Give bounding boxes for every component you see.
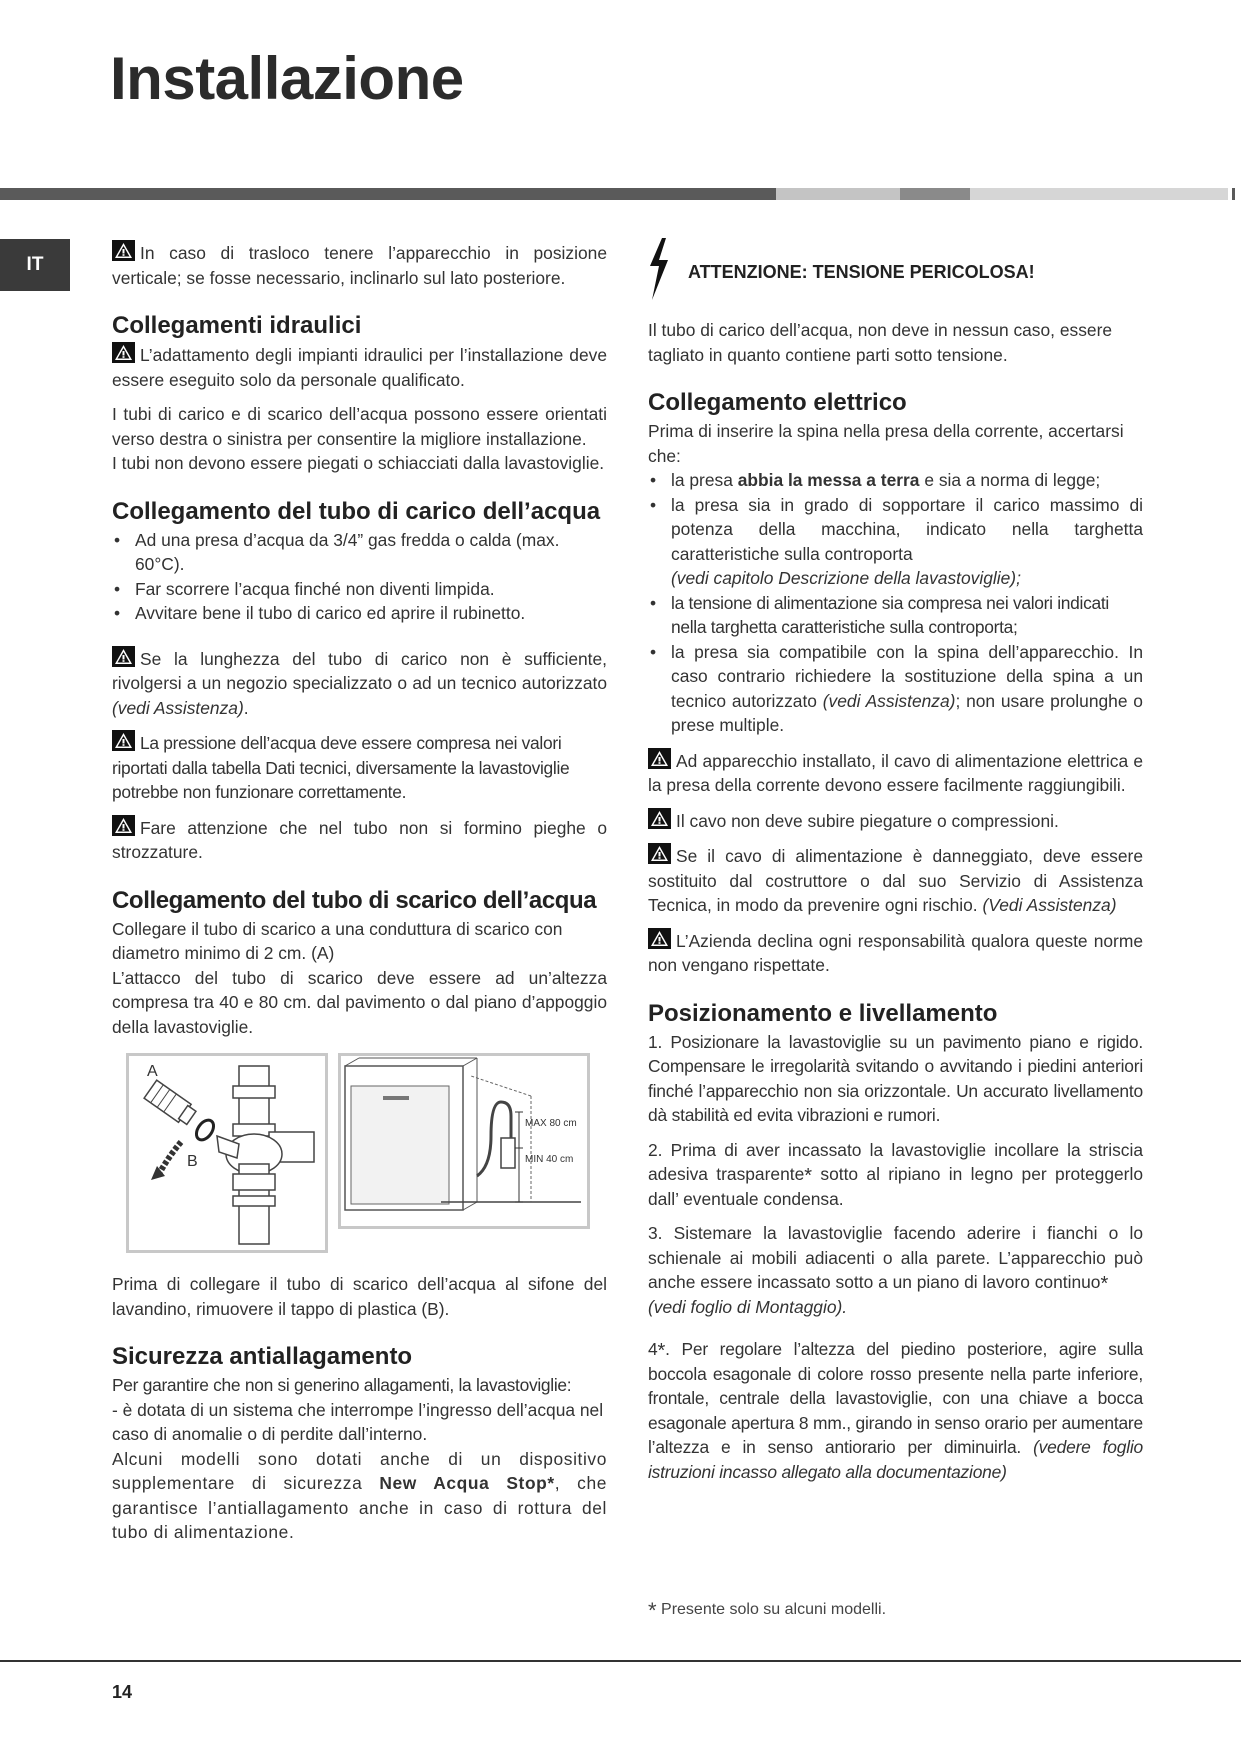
label-b: B <box>187 1153 198 1170</box>
drain-heading: Collegamento del tubo di scarico dell’acqua <box>112 886 597 914</box>
page-title: Installazione <box>110 45 464 112</box>
electric-warning-2: Il cavo non deve subire piegature o compressioni. <box>648 808 1143 834</box>
positioning-heading: Posizionamento e livellamento <box>648 999 998 1027</box>
electric-warning-1: Ad apparecchio installato, il cavo di alimentazione elettrica e la presa della corrente devono essere facilmente raggiungibili. <box>648 748 1143 798</box>
dishwasher-drawing <box>341 1056 587 1226</box>
list-item: • la presa abbia la messa a terra e sia a norma di legge; <box>648 468 1143 493</box>
danger-title: ATTENZIONE: TENSIONE PERICOLOSA! <box>688 261 1035 282</box>
flood-paragraph-1: Per garantire che non si generino allagamenti, la lavastoviglie: <box>112 1375 572 1395</box>
siphon-figure <box>126 1053 328 1253</box>
electric-intro: Prima di inserire la spina nella presa della corrente, accertarsi che: <box>648 421 1124 466</box>
header-bar-light <box>776 188 900 200</box>
electric-warning-3: Se il cavo di alimentazione è danneggiato, deve essere sostituito dal costruttore o dal suo Servizio di Assistenza Tecnica, in modo da prevenire ogni rischio. (Vedi Assistenza) <box>648 843 1143 918</box>
header-bar-mid <box>900 188 970 200</box>
inlet-warning-1: Se la lunghezza del tubo di carico non è sufficiente, rivolgersi a un negozio specializzato o ad un tecnico autorizzato (vedi Assistenza). <box>112 646 607 721</box>
flood-paragraph-3: Alcuni modelli sono dotati anche di un dispositivo supplementare di sicurezza New Acqua Stop*, che garantisce l’antiallagamento anche in caso di rottura del tubo di alimentazione. <box>112 1448 608 1542</box>
danger-text: Il tubo di carico dell’acqua, non deve in nessun caso, essere tagliato in quanto contiene parti sotto tensione. <box>648 320 1113 365</box>
flood-paragraph-2: - è dotata di un sistema che interrompe l’ingresso dell’acqua nel caso di anomalie o di perdite dall’interno. <box>112 1399 604 1444</box>
electric-heading: Collegamento elettrico <box>648 389 907 416</box>
header-bar-light-2 <box>970 188 1228 200</box>
inlet-bullets <box>112 528 607 626</box>
warning-icon <box>112 646 135 667</box>
siphon-drawing <box>129 1056 325 1250</box>
page-number: 14 <box>112 1682 133 1702</box>
warning-icon <box>112 342 135 363</box>
transport-warning: In caso di trasloco tenere l’apparecchio in posizione verticale; se fosse necessario, inclinarlo sul lato posteriore. <box>112 240 607 290</box>
inlet-heading: Collegamento del tubo di carico dell’acqua <box>112 497 601 525</box>
right-column <box>648 240 1143 1494</box>
list-item: • Ad una presa d’acqua da 3/4” gas fredda o calda (max. 60°C). <box>112 528 607 577</box>
hydraulic-paragraph-1: I tubi di carico e di scarico dell’acqua possono essere orientati verso destra o sinistra per consentire la migliore installazione. <box>112 404 607 449</box>
height-figure <box>338 1053 590 1229</box>
header-bar-dark <box>0 188 776 200</box>
warning-icon <box>112 730 135 751</box>
drain-paragraph-1: Collegare il tubo di scarico a una conduttura di scarico con diametro minimo di 2 cm. (A) <box>112 918 563 963</box>
positioning-step-3: 3. Sistemare la lavastoviglie facendo aderire i fianchi o lo schienale ai mobili adiacenti o alla parete. L’apparecchio può anche essere incassato sotto a un piano di lavoro continuo* (vedi foglio di Montaggio). <box>648 1223 1143 1317</box>
footer-divider <box>0 1660 1241 1662</box>
left-column <box>112 240 607 1555</box>
warning-icon <box>648 928 671 949</box>
drain-paragraph-3: Prima di collegare il tubo di scarico dell’acqua al sifone del lavandino, rimuovere il tappo di plastica (B). <box>112 1274 607 1319</box>
positioning-step-1: 1. Posizionare la lavastoviglie su un pavimento piano e rigido. Compensare le irregolarità svitando o avvitando i piedini anteriori finché l’apparecchio non sia orizzontale. Un accurato livellamento dà stabilità ed evita vibrazioni e rumori. <box>648 1031 1143 1125</box>
min-height-label: MIN 40 cm <box>525 1154 574 1165</box>
lightning-icon <box>648 238 670 307</box>
inlet-warning-2: La pressione dell’acqua deve essere compresa nei valori riportati dalla tabella Dati tecnici, diversamente la lavastoviglie potrebbe non funzionare correttamente. <box>112 730 607 805</box>
header-bar-end <box>1232 188 1235 200</box>
drain-figures <box>112 1053 607 1258</box>
hydraulic-warning: L’adattamento degli impianti idraulici per l’installazione deve essere eseguito solo da personale qualificato. <box>112 342 607 392</box>
hydraulic-paragraph-2: I tubi non devono essere piegati o schiacciati dalla lavastoviglie. <box>112 453 605 473</box>
electric-warning-4: L’Azienda declina ogni responsabilità qualora queste norme non vengano rispettate. <box>648 928 1143 978</box>
positioning-step-2: 2. Prima di aver incassato la lavastoviglie incollare la striscia adesiva trasparente* sotto al ripiano in legno per proteggerlo dall’ eventuale condensa. <box>648 1139 1144 1209</box>
list-item: • la tensione di alimentazione sia compresa nei valori indicati nella targhetta caratteristiche sulla controporta; <box>648 591 1143 640</box>
language-tab: IT <box>0 239 70 291</box>
warning-icon <box>648 748 671 769</box>
positioning-step-4: 4*. Per regolare l’altezza del piedino posteriore, agire sulla boccola esagonale di colore rosso presente nella parte inferiore, frontale, centrale della lavastoviglie, con una chiave a bocca esagonale apertura 8 mm., girando in senso orario per aumentare l’altezza e in senso antiorario per diminuirla. (vedere foglio istruzioni incasso allegato alla documentazione) <box>648 1339 1144 1482</box>
drain-paragraph-2: L’attacco del tubo di scarico deve essere ad un’altezza compresa tra 40 e 80 cm. dal pavimento o dal piano d’appoggio della lavastoviglie. <box>112 967 607 1037</box>
list-item: • la presa sia in grado di sopportare il carico massimo di potenza della macchina, indicato nella targhetta caratteristiche sulla controporta (vedi capitolo Descrizione della lavastoviglie); <box>648 493 1143 591</box>
warning-icon <box>648 843 671 864</box>
warning-icon <box>648 808 671 829</box>
flood-heading: Sicurezza antiallagamento <box>112 1343 413 1370</box>
max-height-label: MAX 80 cm <box>525 1118 577 1129</box>
list-item: • Avvitare bene il tubo di carico ed aprire il rubinetto. <box>112 601 607 626</box>
label-a: A <box>147 1063 158 1080</box>
electric-bullets <box>648 468 1143 738</box>
warning-icon <box>112 815 135 836</box>
danger-notice <box>648 240 1143 304</box>
list-item: • la presa sia compatibile con la spina dell’apparecchio. In caso contrario richiedere la sostituzione della spina a un tecnico autorizzato (vedi Assistenza); non usare prolunghe o prese multiple. <box>648 640 1143 738</box>
warning-icon <box>112 240 135 261</box>
list-item: • Far scorrere l’acqua finché non diventi limpida. <box>112 577 607 602</box>
inlet-warning-3: Fare attenzione che nel tubo non si formino pieghe o strozzature. <box>112 815 607 865</box>
hydraulic-heading: Collegamenti idraulici <box>112 312 362 339</box>
footnote: * Presente solo su alcuni modelli. <box>648 1598 887 1623</box>
